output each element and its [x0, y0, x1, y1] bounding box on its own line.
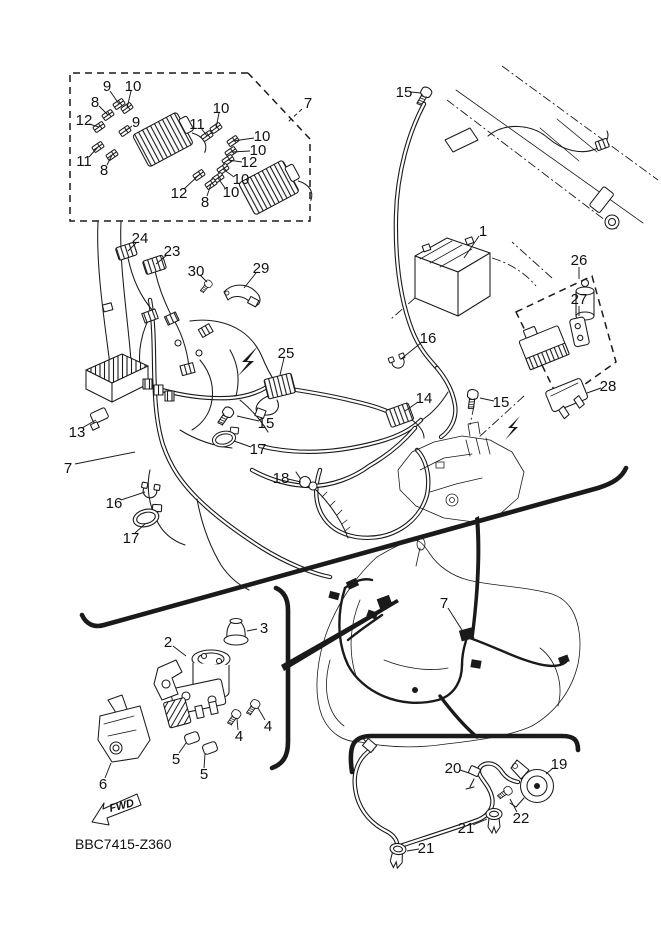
callout-9: 9 [131, 114, 141, 131]
callout-16: 16 [419, 330, 437, 347]
ecu-unit [516, 318, 570, 370]
callout-leader [288, 479, 301, 482]
clip-20 [466, 765, 481, 789]
cushion-5 [202, 741, 219, 755]
callout-25: 25 [277, 345, 295, 362]
callout-leader [121, 492, 145, 500]
callout-3: 3 [259, 620, 269, 637]
callout-8: 8 [99, 162, 109, 179]
relay-inset-box [70, 73, 315, 227]
clip-21 [387, 842, 406, 868]
battery-terminal [465, 237, 474, 245]
callout-29: 29 [252, 260, 270, 277]
wire-harness [86, 104, 520, 590]
part-28-relay [545, 378, 592, 422]
callout-leader [247, 629, 257, 631]
callout-2: 2 [163, 634, 173, 651]
rectifier-unit [86, 354, 174, 402]
callout-8: 8 [90, 94, 100, 111]
callout-11: 11 [76, 153, 92, 170]
fwd-label: FWD [108, 797, 136, 815]
callout-21: 21 [457, 820, 475, 837]
callout-21: 21 [417, 840, 435, 857]
frame-bracket [589, 186, 614, 213]
pointer-wedge [471, 516, 480, 636]
callout-19: 19 [550, 756, 568, 773]
callout-15: 15 [492, 394, 510, 411]
callout-leader [411, 92, 421, 93]
callout-leader [234, 441, 251, 447]
callout-17: 17 [122, 530, 140, 547]
callout-8: 8 [200, 194, 210, 211]
clip-21 [486, 809, 502, 834]
connector-25 [255, 373, 296, 419]
break-arrow [238, 346, 258, 376]
callout-leader [110, 91, 119, 104]
cap-3 [224, 619, 248, 646]
hose-clamp-17 [210, 425, 242, 448]
callout-18: 18 [272, 470, 290, 487]
callout-27: 27 [570, 291, 588, 308]
part-27-plate [569, 317, 589, 348]
cushion-5 [184, 731, 201, 745]
callout-10: 10 [232, 171, 250, 188]
callout-13: 13 [68, 424, 86, 441]
callout-10: 10 [253, 128, 271, 145]
bracket-6 [98, 695, 150, 762]
callout-9: 9 [102, 78, 112, 95]
callout-1: 1 [478, 223, 488, 240]
horn-section [351, 736, 578, 869]
diagram-code: BBC7415-Z360 [75, 836, 172, 852]
callout-leader [75, 452, 135, 464]
callout-22: 22 [512, 810, 530, 827]
callout-14: 14 [415, 390, 433, 407]
battery [391, 237, 536, 319]
hose-clamp-17 [130, 502, 166, 529]
wire-clamp-16 [140, 482, 160, 499]
engine-sketch [398, 422, 524, 522]
callout-28: 28 [599, 378, 617, 395]
callout-7: 7 [303, 95, 313, 112]
bolt-22 [496, 785, 513, 801]
callout-26: 26 [570, 252, 588, 269]
callout-6: 6 [98, 776, 108, 793]
break-arrow [505, 416, 520, 440]
callout-4: 4 [263, 718, 273, 735]
motorcycle-harness [328, 578, 569, 737]
callout-16: 16 [105, 495, 123, 512]
callout-10: 10 [249, 142, 267, 159]
callout-12: 12 [170, 185, 188, 202]
bracket-29 [224, 285, 260, 307]
callout-leader [460, 770, 469, 773]
callout-24: 24 [131, 230, 149, 247]
fwd-arrow [92, 794, 141, 825]
callout-15: 15 [257, 415, 275, 432]
callout-11: 11 [189, 116, 205, 133]
motorcycle-silhouette [317, 538, 580, 747]
panel-bracket [272, 588, 288, 768]
callout-leader [237, 416, 259, 421]
callout-7: 7 [63, 460, 73, 477]
callout-12: 12 [240, 154, 258, 171]
callout-12: 12 [75, 112, 93, 129]
callout-10: 10 [212, 100, 230, 117]
bolt-4 [226, 708, 243, 727]
callout-23: 23 [163, 243, 181, 260]
frame-tab [445, 128, 478, 152]
callout-leader [448, 608, 462, 630]
frame-connector [595, 138, 609, 151]
relay-unit-2 [154, 650, 230, 728]
callout-10: 10 [124, 78, 142, 95]
starter-relay-assembly [92, 619, 261, 826]
callout-leader [173, 646, 186, 656]
callout-7: 7 [439, 595, 449, 612]
section-divider [82, 468, 626, 626]
bolt-15 [466, 389, 479, 410]
callout-20: 20 [444, 760, 462, 777]
bolt-4 [245, 698, 262, 717]
callout-30: 30 [187, 263, 205, 280]
callout-17: 17 [249, 441, 267, 458]
callout-4: 4 [234, 728, 244, 745]
callout-15: 15 [395, 84, 413, 101]
clip-13 [86, 407, 111, 430]
callout-10: 10 [222, 184, 240, 201]
callout-5: 5 [199, 766, 209, 783]
callout-5: 5 [171, 751, 181, 768]
bolt-15 [216, 405, 236, 427]
callout-leader [288, 109, 302, 122]
